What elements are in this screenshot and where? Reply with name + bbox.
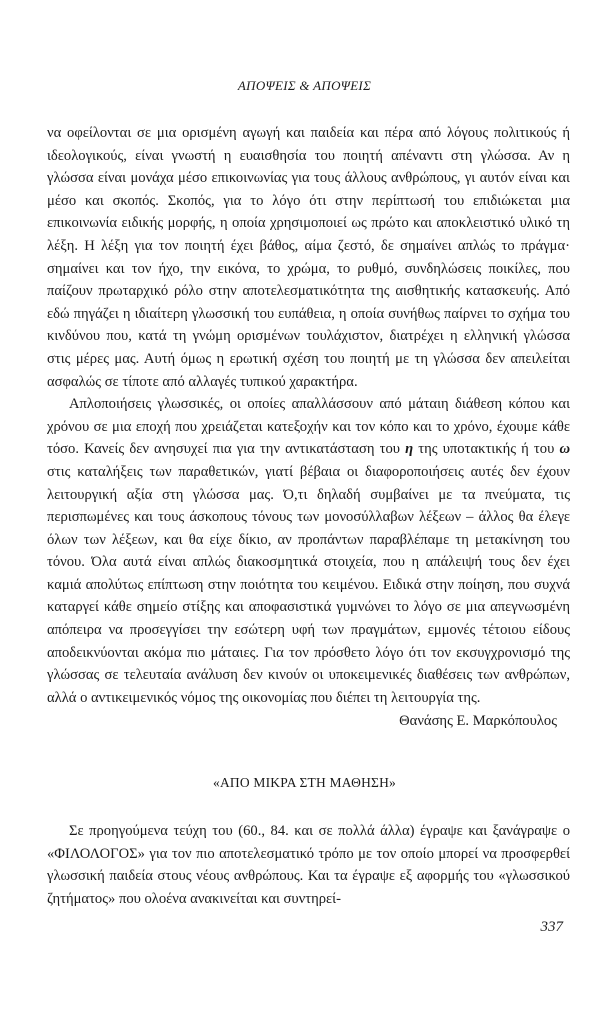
page-number: 337 xyxy=(540,919,563,935)
paragraph-2 xyxy=(47,393,570,709)
article-body xyxy=(47,122,570,709)
letter-eta: η xyxy=(405,441,414,458)
section-title: «ΑΠΟ ΜΙΚΡΑ ΣΤΗ ΜΑΘΗΣΗ» xyxy=(213,775,396,790)
paragraph-2-part-a: Απλοποιήσεις γλωσσικές, οι οποίες απαλλάσσουν από μάταιη διάθεση κόπου και χρόνου σε μια εποχή που χρειάζεται κατεξοχήν και τον κόπο και το χρόνο, έχουμε κάθε τόσο. Κανείς δεν ανησυχεί πια για την αντικατάσταση του xyxy=(47,396,570,458)
paragraph-3: Σε προηγούμενα τεύχη του (60., 84. και σε πολλά άλλα) έγραψε και ξανάγραψε ο «ΦΙΛΟΛΟΓΟΣ» για τον πιο αποτελεσματικό τρόπο με τον οποίο μπορεί να προσφερθεί γλωσσική παιδεία στους νέους ανθρώπους. Και τα έγραψε εξ αφορμής του «γλωσσικού ζητήματος» που ολοένα ανακινείται και συντηρεί- xyxy=(47,823,570,907)
paragraph-2-part-c: στις καταλήξεις των παραθετικών, γιατί βέβαια οι διαφοροποιήσεις αυτές δεν έχουν λειτουργική αξία στη γλώσσα μας. Ό,τι δηλαδή συμβαίνει με τα πνεύματα, τις περισπωμένες και τους άσκοπους τόνους των μονοσύλλαβων λέξεων – άλλος θα έλεγε όλων των λέξεων, και θα είχε δίκιο, αν προπάντων παραβλέπαμε τη μετακίνηση του τόνου. Όλα αυτά είναι απλώς διακοσμητικά στοιχεία, που η απάλειψή τους δεν έχει καμιά απολύτως επίπτωση στην ποιότητα του κειμένου. Ειδικά στην ποίηση, που συχνά καταργεί κάθε σημείο στίξης και αποφασιστικά γυμνώνει το λόγο σε μια απεγνωσμένη απόπειρα να προσεγγίσει την εσώτερη υφή των πραγμάτων, εμμονές τέτοιου είδους αποδεικνύονται ακόμα πιο μάταιες. Για τον πρόσθετο λόγο ότι τον εκσυγχρονισμό της γλώσσας σε τελευταία ανάλυση δεν κινούν οι υποκειμενικές διαθέσεις των ανθρώπων, αλλά ο αντικειμενικός νόμος της οικονομίας που διέπει τη λειτουργία της. xyxy=(47,463,570,706)
paragraph-1: να οφείλονται σε μια ορισμένη αγωγή και παιδεία και πέρα από λόγους πολιτικούς ή ιδεολογικούς, είναι γνωστή η ευαισθησία του ποιητή απέναντι στη γλώσσα. Αν η γλώσσα είναι μονάχα μέσο επικοινωνίας για τους άλλους ανθρώπους, γι αυτόν είναι και μέσο και σκοπός. Σκοπός, για το λόγο ότι στην περίπτωσή του επιδιώκεται μια επικοινωνία ειδικής μορφής, η οποία χρησιμοποιεί ως πρώτο και αποκλειστικό υλικό τη λέξη. Η λέξη για τον ποιητή έχει βάθος, αίμα ζεστό, δε σημαίνει απλώς το πράγμα· σημαίνει και τον ήχο, την εικόνα, το χρώμα, το ρυθμό, συνδηλώσεις ποικίλες, που παίζουν πρωταρχικό ρόλο στην αποτελεσματικότητα της αισθητικής κατασκευής. Από εδώ πηγάζει η ιδιαίτερη γλωσσική του ευπάθεια, η οποία συνήθως παίρνει το σχήμα του κινδύνου που, κατά τη γνώμη ορισμένων τουλάχιστον, διατρέχει η ελληνική γλώσσα στις μέρες μας. Αυτή όμως η ερωτική σχέση του ποιητή με τη γλώσσα δεν απειλείται ασφαλώς σε τίποτε από αλλαγές τυπικού χαρακτήρα. xyxy=(47,125,570,390)
letter-omega: ω xyxy=(559,441,570,458)
section-body xyxy=(47,820,570,910)
running-head: ΑΠΟΨΕΙΣ & ΑΠΟΨΕΙΣ xyxy=(237,78,372,93)
paragraph-2-part-b: της υποτακτικής ή του xyxy=(413,441,560,458)
author-signature: Θανάσης Ε. Μαρκόπουλος xyxy=(399,713,557,729)
